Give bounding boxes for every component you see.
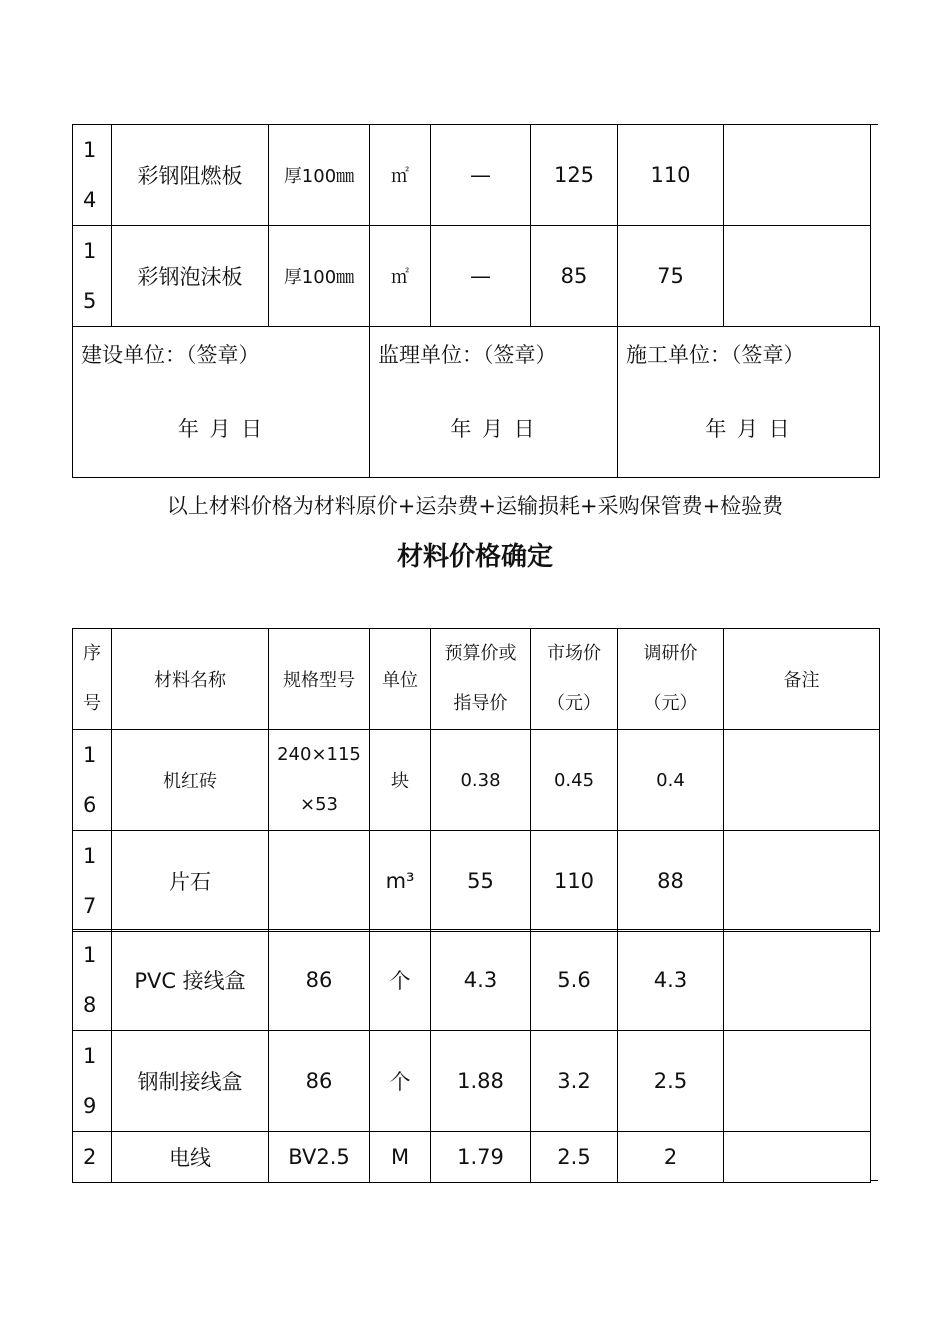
budget-price-cell: 0.38 xyxy=(431,730,531,831)
remark-cell xyxy=(724,831,880,932)
seq-cell: 1 5 xyxy=(73,226,112,327)
unit-cell: 个 xyxy=(370,930,431,1031)
table-row xyxy=(73,730,880,831)
signature-party: 监理单位：（签章） xyxy=(378,343,557,367)
material-name-cell: PVC 接线盒 xyxy=(112,930,269,1031)
seq-cell: 1 9 xyxy=(73,1031,112,1132)
table-edge-tick xyxy=(870,124,878,125)
price-composition-note: 以上材料价格为材料原价+运杂费+运输损耗+采购保管费+检验费 xyxy=(166,494,784,518)
seq-cell: 1 6 xyxy=(73,730,112,831)
remark-cell xyxy=(724,730,880,831)
unit-cell: ㎡ xyxy=(370,125,431,226)
market-price-cell: 125 xyxy=(531,125,618,226)
market-price-cell: 85 xyxy=(531,226,618,327)
budget-price-cell: 1.88 xyxy=(431,1031,531,1132)
table-row xyxy=(73,125,871,226)
material-name-cell: 钢制接线盒 xyxy=(112,1031,269,1132)
signature-date: 年 月 日 xyxy=(705,417,792,441)
signature-cell-contractor xyxy=(618,327,880,478)
seq-cell: 1 8 xyxy=(73,930,112,1031)
remark-cell xyxy=(724,930,871,1031)
seq-cell: 2 xyxy=(73,1132,112,1183)
material-name-cell: 彩钢泡沫板 xyxy=(112,226,269,327)
spec-cell: 240×115 ×53 xyxy=(269,730,370,831)
budget-price-cell: — xyxy=(431,226,531,327)
budget-price-cell: 55 xyxy=(431,831,531,932)
survey-price-cell: 110 xyxy=(618,125,724,226)
material-price-table-continued xyxy=(72,929,871,1183)
signature-cell-supervisor xyxy=(370,327,618,478)
spec-cell xyxy=(269,831,370,932)
unit-cell: 个 xyxy=(370,1031,431,1132)
page-title: 材料价格确定 xyxy=(396,542,553,572)
unit-cell: ㎡ xyxy=(370,226,431,327)
header-spec: 规格型号 xyxy=(269,629,370,730)
spec-cell: 厚100㎜ xyxy=(269,226,370,327)
remark-cell xyxy=(724,226,871,327)
spec-cell: 86 xyxy=(269,930,370,1031)
signature-date: 年 月 日 xyxy=(177,417,265,441)
budget-price-cell: 1.79 xyxy=(431,1132,531,1183)
survey-price-cell: 4.3 xyxy=(618,930,724,1031)
spec-cell: 厚100㎜ xyxy=(269,125,370,226)
signature-cell-owner xyxy=(73,327,370,478)
budget-price-cell: — xyxy=(431,125,531,226)
market-price-cell: 2.5 xyxy=(531,1132,618,1183)
table-row xyxy=(73,831,880,932)
spec-cell: BV2.5 xyxy=(269,1132,370,1183)
unit-cell: 块 xyxy=(370,730,431,831)
remark-cell xyxy=(724,125,871,226)
survey-price-cell: 2.5 xyxy=(618,1031,724,1132)
material-name-cell: 电线 xyxy=(112,1132,269,1183)
survey-price-cell: 2 xyxy=(618,1132,724,1183)
signature-date: 年 月 日 xyxy=(450,417,537,441)
table-row xyxy=(73,1132,871,1183)
survey-price-cell: 88 xyxy=(618,831,724,932)
signature-row xyxy=(73,327,880,478)
table-row xyxy=(73,1031,871,1132)
header-remark: 备注 xyxy=(724,629,880,730)
material-name-cell: 彩钢阻燃板 xyxy=(112,125,269,226)
signature-table xyxy=(72,326,880,478)
table-row xyxy=(73,930,871,1031)
remark-cell xyxy=(724,1031,871,1132)
signature-party: 施工单位：（签章） xyxy=(626,343,805,367)
table-row xyxy=(73,226,871,327)
top-price-table xyxy=(72,124,871,327)
material-name-cell: 机红砖 xyxy=(112,730,269,831)
spec-cell: 86 xyxy=(269,1031,370,1132)
table-edge-tick xyxy=(870,1180,878,1181)
market-price-cell: 5.6 xyxy=(531,930,618,1031)
survey-price-cell: 75 xyxy=(618,226,724,327)
signature-party: 建设单位：（签章） xyxy=(81,343,260,367)
material-price-table xyxy=(72,628,880,932)
seq-cell: 1 4 xyxy=(73,125,112,226)
header-survey-price: 调研价 （元） xyxy=(618,629,724,730)
header-row xyxy=(73,629,880,730)
budget-price-cell: 4.3 xyxy=(431,930,531,1031)
survey-price-cell: 0.4 xyxy=(618,730,724,831)
unit-cell: M xyxy=(370,1132,431,1183)
seq-cell: 1 7 xyxy=(73,831,112,932)
header-budget-price: 预算价或 指导价 xyxy=(431,629,531,730)
header-unit: 单位 xyxy=(370,629,431,730)
header-material-name: 材料名称 xyxy=(112,629,269,730)
unit-cell: m³ xyxy=(370,831,431,932)
market-price-cell: 0.45 xyxy=(531,730,618,831)
material-name-cell: 片石 xyxy=(112,831,269,932)
remark-cell xyxy=(724,1132,871,1183)
market-price-cell: 3.2 xyxy=(531,1031,618,1132)
header-market-price: 市场价 （元） xyxy=(531,629,618,730)
market-price-cell: 110 xyxy=(531,831,618,932)
header-seq: 序 号 xyxy=(73,629,112,730)
